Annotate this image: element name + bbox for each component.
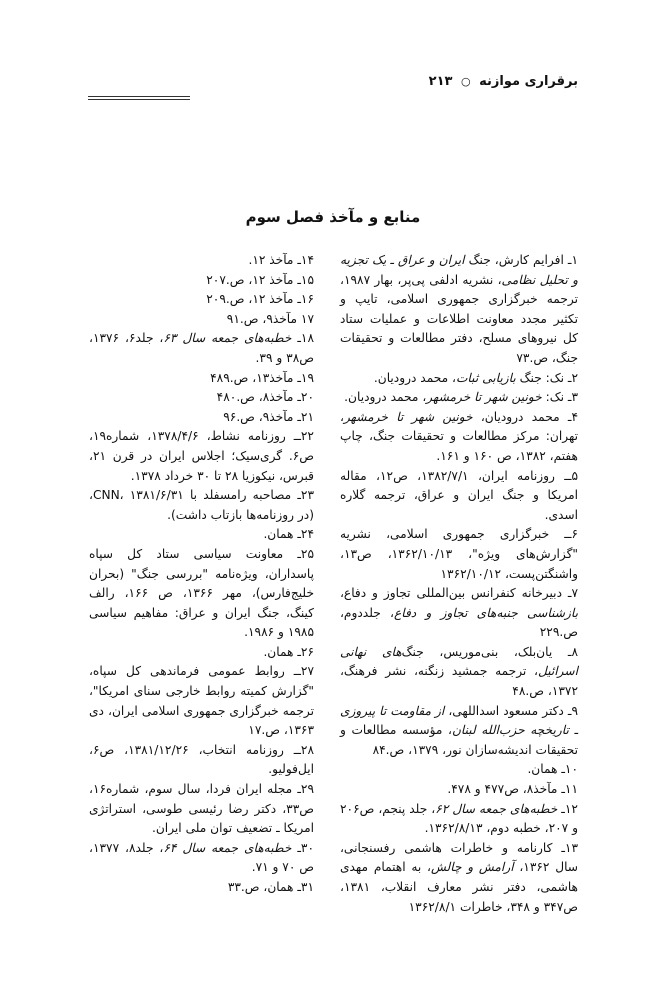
reference-item <box>340 525 578 584</box>
reference-text: ، محمد درودیان. <box>373 370 456 385</box>
reference-item <box>89 878 314 898</box>
reference-item <box>89 486 314 525</box>
reference-text: ۲۸ــ روزنامه انتخاب، ۱۳۸۱/۱۲/۲۶، ص۶، ایل‌فولیو. <box>89 742 314 777</box>
reference-text: ۹ـ دکتر مسعود اسداللهی، <box>444 703 578 718</box>
reference-text: ۱ـ افرایم کارش، جنگ <box>464 253 579 267</box>
reference-text: ۱۴ـ مآخذ ۱۲. <box>248 253 314 267</box>
header-separator-icon: ○ <box>461 75 471 88</box>
reference-text: ۱۲ـ <box>557 801 578 816</box>
reference-text: ۲۷ــ روابط عمومی فرماندهی کل سپاه، "گزارش کمیته روابط خارجی سنای امریکا"، ترجمه خبرگزاری جمهوری اسلامی ایران، دی ۱۳۶۳، ص.۱۷ <box>89 664 314 738</box>
header-double-rule <box>88 96 190 100</box>
reference-text: ۱۸ـ <box>291 331 314 346</box>
reference-item <box>89 662 314 740</box>
reference-text: ۱۹ـ مآخذ۱۳، ص.۴۸۹ <box>210 370 314 385</box>
reference-title: خطبه‌های جمعه سال ۶۳ <box>163 331 292 346</box>
reference-text: ، جلد۶، ۱۳۷۶، ص۳۸ و ۳۹. <box>89 331 314 365</box>
reference-item <box>89 408 314 428</box>
reference-item <box>89 369 314 389</box>
reference-text: ۸ـ یان‌بلک، بنی‌موریس، جنگ‌ <box>401 644 578 659</box>
reference-item <box>340 760 578 780</box>
reference-text: ، جلددوم، ص.۲۲۹ <box>340 605 578 640</box>
reference-item <box>340 467 578 526</box>
reference-text: ۲۰ـ مآخذ۸، ص.۴۸۰ <box>216 390 314 405</box>
reference-title: خونین شهر تا خرمشهر <box>343 409 473 424</box>
reference-text: ، محمد درودیان. <box>344 390 427 405</box>
reference-title: خونین شهر تا خرمشهر <box>426 390 542 405</box>
reference-text: ۱۰ـ همان. <box>527 762 578 777</box>
reference-text: ۶ــ خبرگزاری جمهوری اسلامی، نشریه "گزارش‌های ویژه"، ۱۳۶۲/۱۰/۱۳، ص۱۳، واشنگتن‌پست، ۱۳۶۲/۱۰/۱۲ <box>340 527 578 581</box>
reference-item <box>340 251 578 369</box>
references-column-left <box>89 251 314 898</box>
reference-item <box>340 408 578 467</box>
reference-text: ۲۹ـ مجله ایران فردا، سال سوم، شماره۱۶، ص۳۳، دکتر رضا رئیسی طوسی، استراتژی امریکا ـ تضعیف توان ملی ایران. <box>89 782 314 836</box>
reference-text: ۳۱ـ همان، ص.۳۳ <box>227 880 314 894</box>
reference-item <box>89 310 314 330</box>
reference-item <box>340 369 578 389</box>
reference-text: ، نشریه ادلفی پی‌پر، بهار ۱۹۸۷، ترجمه خبرگزاری جمهوری اسلامی، تایپ و تکثیر مجدد معاونت اطلاعات و عملیات ستاد کل نیروهای مسلح، دفتر مطالعات و تحقیقات جنگ، ص.۷۳ <box>340 272 578 365</box>
reference-text: ۲۵ـ معاونت سیاسی ستاد کل سپاه پاسداران، ویژه‌نامه "بررسی جنگ" (بحران خلیج‌فارس)، مهر ۱۳۶۶، ص ۱۶۶، رالف کینگ، جنگ ایران و عراق: مفاهیم سیاسی ۱۹۸۵ و ۱۹۸۶. <box>89 546 314 640</box>
reference-item <box>89 545 314 643</box>
reference-item <box>340 839 578 917</box>
reference-text: ۲۱ـ مآخذ۹، ص.۹۶ <box>223 409 314 424</box>
reference-item <box>340 388 578 408</box>
reference-title: آرامش و چالش <box>430 860 514 875</box>
reference-title: ایران و عراق ـ یک تجزیه و تحلیل نظامی <box>340 253 579 287</box>
page-number: ۲۱۳ <box>428 74 453 89</box>
reference-title: بازیابی ثبات <box>455 370 516 385</box>
header-title: برقراری موازنه <box>479 74 578 89</box>
reference-text: ۳۰ـ <box>291 840 314 855</box>
reference-item <box>340 584 578 643</box>
reference-text: ۷ـ دبیرخانه کنفرانس بین‌المللی تجاوز و دفاع، <box>340 586 578 601</box>
reference-text: ۲۶ـ همان. <box>263 644 314 659</box>
reference-item <box>340 643 578 702</box>
reference-text: ۱۱ـ مآخذ۸، ص۴۷۷ و ۴۷۸. <box>447 782 578 797</box>
reference-item <box>89 525 314 545</box>
reference-item <box>89 839 314 878</box>
reference-item <box>89 251 314 271</box>
reference-text: ۱۳ـ کارنامه و خاطرات هاشمی رفسنجانی، سال ۱۳۶۲، <box>340 840 578 875</box>
reference-text: ۱۷ مآخذ۹، ص.۹۱ <box>226 311 314 326</box>
reference-title: از مقاومت تا پیروزی ـ تاریخچه حزب‌الله لبنان <box>340 703 578 738</box>
reference-item <box>89 329 314 368</box>
reference-text: ، تهران: مرکز مطالعات و تحقیقات جنگ، چاپ هفتم، ۱۳۸۲، ص ۱۶۰ و ۱۶۱. <box>340 409 578 463</box>
reference-text: ۵ــ روزنامه ایران، ۱۳۸۲/۷/۱، ص۱۲، مقاله امریکا و جنگ ایران و عراق، ترجمه گلاره اسدی. <box>340 468 578 522</box>
reference-text: ۱۵ـ مآخذ ۱۲، ص.۲۰۷ <box>206 272 314 287</box>
reference-text: ۲۳ـ مصاحبه رامسفلد با CNN، ۱۳۸۱/۶/۳۱، (در روزنامه‌ها بازتاب داشت). <box>89 488 315 522</box>
reference-item <box>340 780 578 800</box>
reference-text: ۲۲ــ روزنامه نشاط، ۱۳۷۸/۴/۶، شماره۱۹، ص۶. گری‌سیک؛ اجلاس ایران در قرن ۲۱، قبرس، نیکوزیا ۲۸ تا ۳۰ خرداد ۱۳۷۸. <box>89 429 314 483</box>
reference-text: ، مؤسسه مطالعات و تحقیقات اندیشه‌سازان نور، ۱۳۷۹، ص.۸۴ <box>340 723 578 757</box>
reference-item <box>89 388 314 408</box>
reference-item <box>89 427 314 486</box>
reference-item <box>89 741 314 780</box>
reference-text: ۱۶ـ مآخذ ۱۲، ص.۲۰۹ <box>206 292 314 307</box>
reference-text: ، جلد پنجم، ص۲۰۶ و ۲۰۷، خطبه دوم، ۱۳۶۲/۸/۱۳. <box>340 801 578 836</box>
reference-text: ۲ـ نک: جنگ <box>515 370 578 385</box>
reference-title: بازشناسی جنبه‌های تجاوز و دفاع <box>393 605 578 620</box>
reference-item <box>340 702 578 761</box>
reference-text: ، ترجمه جمشید زنگنه، نشر فرهنگ، ۱۳۷۲، ص.۴۸ <box>340 664 578 699</box>
references-column-right <box>340 251 578 917</box>
reference-item <box>340 800 578 839</box>
reference-title: خطبه‌های جمعه سال ۶۲ <box>435 801 558 816</box>
reference-item <box>89 271 314 291</box>
reference-title: های نهانی اسرائیل <box>340 644 578 679</box>
reference-text: ، جلد۸، ۱۳۷۷، ص ۷۰ و ۷۱. <box>89 840 314 875</box>
reference-text: ، به اهتمام مهدی هاشمی، دفتر نشر معارف انقلاب، ۱۳۸۱، ص۳۴۷ و ۳۴۸، خاطرات ۱۳۶۲/۸/۱ <box>340 860 578 914</box>
reference-item <box>89 780 314 839</box>
reference-item <box>89 643 314 663</box>
section-title: منابع و مآخذ فصل سوم <box>245 208 421 226</box>
reference-title: خطبه‌های جمعه سال ۶۴ <box>163 840 292 855</box>
reference-text: ۲۴ـ همان. <box>263 527 314 542</box>
reference-item <box>89 290 314 310</box>
reference-text: ۴ـ محمد درودیان، <box>472 409 578 424</box>
reference-text: ۳ـ نک: <box>541 390 578 405</box>
